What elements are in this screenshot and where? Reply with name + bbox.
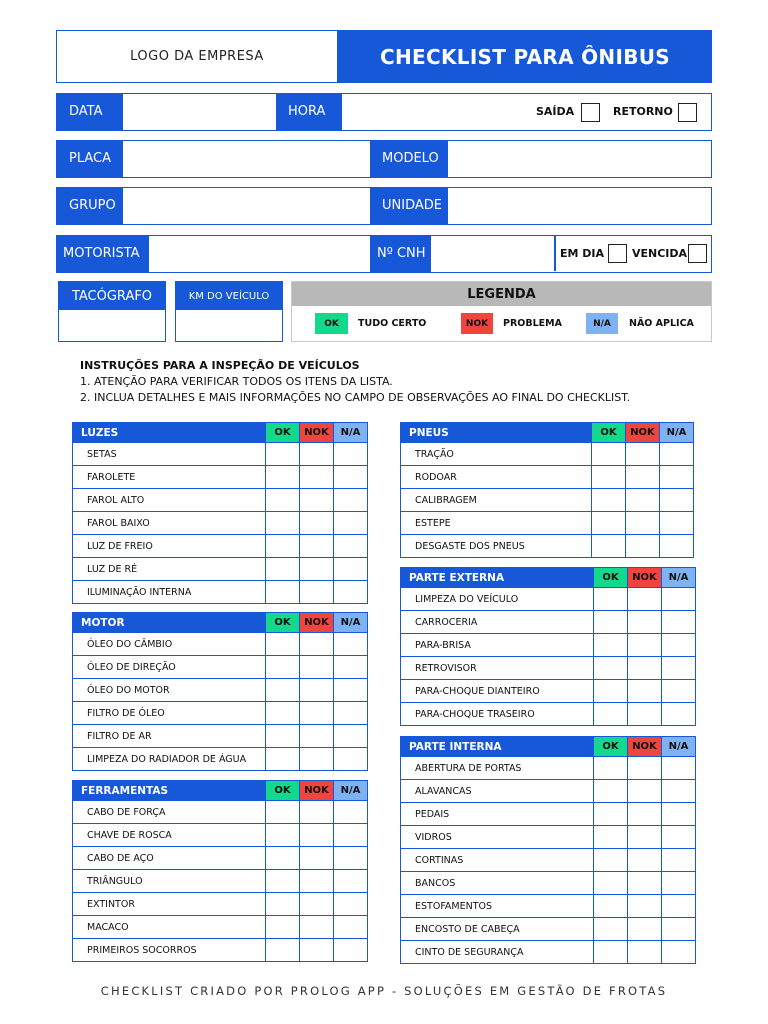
checklist-item-label: VIDROS xyxy=(415,831,452,843)
company-logo-placeholder xyxy=(56,30,338,83)
na-column-header: N/A xyxy=(333,423,367,442)
nok-cell[interactable] xyxy=(627,826,661,848)
na-cell[interactable] xyxy=(661,703,695,725)
na-cell[interactable] xyxy=(661,849,695,871)
na-cell[interactable] xyxy=(659,535,693,557)
checklist-row xyxy=(73,678,367,701)
ok-cell[interactable] xyxy=(265,466,299,488)
ok-cell[interactable] xyxy=(593,872,627,894)
instructions-line-2: 2. INCLUA DETALHES E MAIS INFORMAÇÕES NO CAMPO DE OBSERVAÇÕES AO FINAL DO CHECKLIST. xyxy=(80,391,631,404)
checklist-item-label: RETROVISOR xyxy=(415,662,477,674)
na-column-header: N/A xyxy=(333,781,367,800)
section-title: PARTE EXTERNA xyxy=(409,571,505,584)
na-column-header: N/A xyxy=(333,613,367,632)
ok-cell[interactable] xyxy=(265,581,299,603)
nok-cell[interactable] xyxy=(627,780,661,802)
na-cell[interactable] xyxy=(661,657,695,679)
nok-cell[interactable] xyxy=(627,803,661,825)
motorista-label: MOTORISTA xyxy=(57,235,149,273)
checklist-row xyxy=(401,511,693,534)
nok-cell[interactable] xyxy=(627,703,661,725)
legend-na-badge: N/A xyxy=(586,313,618,334)
checklist-item-label: LIMPEZA DO RADIADOR DE ÁGUA xyxy=(87,753,247,765)
ok-cell[interactable] xyxy=(593,895,627,917)
ok-cell[interactable] xyxy=(265,847,299,869)
checklist-item-label: LIMPEZA DO VEÍCULO xyxy=(415,593,519,605)
na-column-header: N/A xyxy=(661,737,695,756)
ok-cell[interactable] xyxy=(265,824,299,846)
ok-cell[interactable] xyxy=(591,466,625,488)
nok-cell[interactable] xyxy=(299,535,333,557)
nok-cell[interactable] xyxy=(627,657,661,679)
checklist-item-label: FAROL ALTO xyxy=(87,494,145,506)
tacografo-field[interactable] xyxy=(59,310,165,340)
checklist-row xyxy=(73,938,367,961)
ok-column-header: OK xyxy=(593,568,627,587)
nok-cell[interactable] xyxy=(299,466,333,488)
hora-field[interactable] xyxy=(342,94,520,129)
ok-cell[interactable] xyxy=(593,634,627,656)
section-title: MOTOR xyxy=(81,616,125,629)
checklist-item-label: TRIÂNGULO xyxy=(87,875,143,887)
nok-column-header: NOK xyxy=(627,737,661,756)
nok-cell[interactable] xyxy=(299,916,333,938)
checklist-row xyxy=(401,488,693,511)
nok-cell[interactable] xyxy=(299,512,333,534)
section-header xyxy=(401,737,695,756)
ok-cell[interactable] xyxy=(593,657,627,679)
na-cell[interactable] xyxy=(661,680,695,702)
checklist-row xyxy=(73,580,367,603)
checklist-item-label: ESTEPE xyxy=(415,517,451,529)
ok-cell[interactable] xyxy=(593,757,627,779)
driver-row xyxy=(56,235,712,273)
ok-cell[interactable] xyxy=(265,633,299,655)
checklist-item-label: CORTINAS xyxy=(415,854,464,866)
ok-column-header: OK xyxy=(265,613,299,632)
legend-title: LEGENDA xyxy=(292,282,711,306)
checklist-item-label: MACACO xyxy=(87,921,129,933)
km-label: KM DO VEÍCULO xyxy=(176,282,282,310)
checklist-item-label: CABO DE FORÇA xyxy=(87,806,166,818)
na-cell[interactable] xyxy=(661,757,695,779)
checklist-row xyxy=(73,465,367,488)
checklist-item-label: ALAVANCAS xyxy=(415,785,472,797)
ok-cell[interactable] xyxy=(593,780,627,802)
section-header xyxy=(401,568,695,587)
checklist-item-label: SETAS xyxy=(87,448,117,460)
tacografo-label: TACÓGRAFO xyxy=(59,282,165,310)
na-cell[interactable] xyxy=(333,535,367,557)
ok-cell[interactable] xyxy=(265,939,299,961)
ok-column-header: OK xyxy=(265,781,299,800)
vencida-checkbox[interactable] xyxy=(688,244,707,263)
nok-cell[interactable] xyxy=(299,748,333,770)
ok-cell[interactable] xyxy=(265,916,299,938)
placa-field[interactable] xyxy=(123,141,370,176)
checklist-item-label: BANCOS xyxy=(415,877,456,889)
section-motor xyxy=(72,612,368,771)
nok-cell[interactable] xyxy=(627,634,661,656)
na-cell[interactable] xyxy=(333,702,367,724)
checklist-row xyxy=(73,823,367,846)
ok-cell[interactable] xyxy=(591,489,625,511)
checklist-row xyxy=(73,724,367,747)
na-cell[interactable] xyxy=(333,466,367,488)
motorista-field[interactable] xyxy=(149,236,370,271)
na-cell[interactable] xyxy=(661,941,695,963)
checklist-row xyxy=(73,632,367,655)
section-header xyxy=(73,423,367,442)
ok-cell[interactable] xyxy=(265,489,299,511)
na-column-header: N/A xyxy=(659,423,693,442)
checklist-row xyxy=(401,465,693,488)
nok-column-header: NOK xyxy=(627,568,661,587)
checklist-row xyxy=(73,846,367,869)
checklist-item-label: PARA-CHOQUE DIANTEIRO xyxy=(415,685,540,697)
checklist-item-label: EXTINTOR xyxy=(87,898,135,910)
checklist-item-label: LUZ DE FREIO xyxy=(87,540,153,552)
ok-cell[interactable] xyxy=(593,703,627,725)
plate-model-row xyxy=(56,140,712,178)
retorno-label: RETORNO xyxy=(613,105,673,118)
checklist-row xyxy=(401,442,693,465)
nok-cell[interactable] xyxy=(299,581,333,603)
ok-cell[interactable] xyxy=(265,443,299,465)
ok-cell[interactable] xyxy=(593,849,627,871)
na-cell[interactable] xyxy=(659,489,693,511)
modelo-label: MODELO xyxy=(370,140,448,178)
checklist-row xyxy=(73,534,367,557)
nok-cell[interactable] xyxy=(299,939,333,961)
ok-cell[interactable] xyxy=(265,893,299,915)
checklist-row xyxy=(73,800,367,823)
checklist-row xyxy=(401,587,695,610)
ok-cell[interactable] xyxy=(265,512,299,534)
ok-cell[interactable] xyxy=(591,512,625,534)
checklist-item-label: FILTRO DE AR xyxy=(87,730,152,742)
checklist-item-label: ENCOSTO DE CABEÇA xyxy=(415,923,520,935)
na-cell[interactable] xyxy=(333,748,367,770)
checklist-row xyxy=(73,701,367,724)
nok-cell[interactable] xyxy=(627,588,661,610)
checklist-row xyxy=(73,892,367,915)
checklist-row xyxy=(73,442,367,465)
nok-cell[interactable] xyxy=(627,757,661,779)
na-cell[interactable] xyxy=(661,918,695,940)
grupo-field[interactable] xyxy=(123,188,370,223)
checklist-item-label: PARA-CHOQUE TRASEIRO xyxy=(415,708,535,720)
ok-cell[interactable] xyxy=(265,656,299,678)
na-cell[interactable] xyxy=(333,916,367,938)
checklist-item-label: ÓLEO DO CÂMBIO xyxy=(87,638,173,650)
legend xyxy=(291,281,712,342)
checklist-item-label: RODOAR xyxy=(415,471,457,483)
saida-label: SAÍDA xyxy=(536,105,575,118)
section-header xyxy=(73,613,367,632)
section-title: LUZES xyxy=(81,426,119,439)
section-title: PNEUS xyxy=(409,426,449,439)
km-field[interactable] xyxy=(176,310,282,340)
checklist-row xyxy=(73,655,367,678)
checklist-item-label: CABO DE AÇO xyxy=(87,852,154,864)
instructions xyxy=(80,358,630,406)
nok-cell[interactable] xyxy=(627,680,661,702)
nok-cell[interactable] xyxy=(627,918,661,940)
nok-column-header: NOK xyxy=(625,423,659,442)
checklist-item-label: ABERTURA DE PORTAS xyxy=(415,762,522,774)
checklist-row xyxy=(401,825,695,848)
checklist-item-label: CARROCERIA xyxy=(415,616,478,628)
checklist-row xyxy=(401,779,695,802)
ok-cell[interactable] xyxy=(593,941,627,963)
grupo-label: GRUPO xyxy=(57,187,123,225)
legend-ok-text: TUDO CERTO xyxy=(358,318,427,329)
checklist-row xyxy=(401,702,695,725)
section-title: FERRAMENTAS xyxy=(81,784,169,797)
checklist-row xyxy=(73,915,367,938)
unidade-field[interactable] xyxy=(448,188,710,223)
instructions-title: INSTRUÇÕES PARA A INSPEÇÃO DE VEÍCULOS xyxy=(80,359,360,372)
na-cell[interactable] xyxy=(333,801,367,823)
em-dia-label: EM DIA xyxy=(560,247,605,260)
checklist-row xyxy=(401,894,695,917)
data-label: DATA xyxy=(57,93,123,131)
checklist-row xyxy=(401,871,695,894)
ok-cell[interactable] xyxy=(265,870,299,892)
section-header xyxy=(73,781,367,800)
nok-cell[interactable] xyxy=(299,558,333,580)
section-ferramentas xyxy=(72,780,368,962)
na-cell[interactable] xyxy=(333,870,367,892)
nok-cell[interactable] xyxy=(627,872,661,894)
na-cell[interactable] xyxy=(661,611,695,633)
ok-cell[interactable] xyxy=(265,702,299,724)
checklist-item-label: PRIMEIROS SOCORROS xyxy=(87,944,197,956)
nok-cell[interactable] xyxy=(299,702,333,724)
ok-cell[interactable] xyxy=(265,535,299,557)
na-cell[interactable] xyxy=(661,803,695,825)
na-cell[interactable] xyxy=(333,939,367,961)
page-title-text: CHECKLIST PARA ÔNIBUS xyxy=(380,44,670,69)
nok-column-header: NOK xyxy=(299,781,333,800)
ok-cell[interactable] xyxy=(591,443,625,465)
section-parte-externa xyxy=(400,567,696,726)
checklist-row xyxy=(401,917,695,940)
instructions-line-1: 1. ATENÇÃO PARA VERIFICAR TODOS OS ITENS DA LISTA. xyxy=(80,375,393,388)
checklist-item-label: CHAVE DE ROSCA xyxy=(87,829,172,841)
ok-cell[interactable] xyxy=(593,611,627,633)
checklist-item-label: ESTOFAMENTOS xyxy=(415,900,493,912)
ok-cell[interactable] xyxy=(591,535,625,557)
ok-cell[interactable] xyxy=(593,680,627,702)
nok-cell[interactable] xyxy=(299,443,333,465)
legend-na-text: NÃO APLICA xyxy=(629,318,694,329)
section-title: PARTE INTERNA xyxy=(409,740,502,753)
section-pneus xyxy=(400,422,694,558)
na-cell[interactable] xyxy=(333,824,367,846)
checklist-item-label: ÓLEO DO MOTOR xyxy=(87,684,170,696)
nok-cell[interactable] xyxy=(625,489,659,511)
section-parte-interna xyxy=(400,736,696,964)
checklist-item-label: FAROL BAIXO xyxy=(87,517,150,529)
checklist-row xyxy=(401,756,695,779)
ok-column-header: OK xyxy=(591,423,625,442)
checklist-item-label: PARA-BRISA xyxy=(415,639,471,651)
na-cell[interactable] xyxy=(333,558,367,580)
checklist-row xyxy=(73,869,367,892)
na-cell[interactable] xyxy=(333,725,367,747)
group-unit-row xyxy=(56,187,712,225)
checklist-row xyxy=(401,534,693,557)
logo-text: LOGO DA EMPRESA xyxy=(130,49,264,64)
modelo-field[interactable] xyxy=(448,141,710,176)
nok-cell[interactable] xyxy=(625,443,659,465)
nok-column-header: NOK xyxy=(299,613,333,632)
checklist-row xyxy=(73,511,367,534)
nok-cell[interactable] xyxy=(299,679,333,701)
nok-column-header: NOK xyxy=(299,423,333,442)
footer-credit: CHECKLIST CRIADO POR PROLOG APP - SOLUÇÕES EM GESTÃO DE FROTAS xyxy=(100,984,668,998)
na-cell[interactable] xyxy=(659,466,693,488)
checklist-row xyxy=(401,940,695,963)
ok-cell[interactable] xyxy=(265,748,299,770)
na-cell[interactable] xyxy=(333,443,367,465)
nok-cell[interactable] xyxy=(627,941,661,963)
ok-column-header: OK xyxy=(593,737,627,756)
checklist-item-label: TRAÇÃO xyxy=(415,448,454,460)
em-dia-checkbox[interactable] xyxy=(608,244,627,263)
cnh-label: Nº CNH xyxy=(370,235,431,273)
na-cell[interactable] xyxy=(659,443,693,465)
nok-cell[interactable] xyxy=(625,535,659,557)
checklist-item-label: ILUMINAÇÃO INTERNA xyxy=(87,586,192,598)
ok-cell[interactable] xyxy=(593,588,627,610)
na-cell[interactable] xyxy=(661,826,695,848)
ok-cell[interactable] xyxy=(593,826,627,848)
legend-nok-badge: NOK xyxy=(461,313,493,334)
nok-cell[interactable] xyxy=(299,847,333,869)
checklist-item-label: PEDAIS xyxy=(415,808,450,820)
na-cell[interactable] xyxy=(661,588,695,610)
na-cell[interactable] xyxy=(661,634,695,656)
na-cell[interactable] xyxy=(333,893,367,915)
ok-cell[interactable] xyxy=(593,803,627,825)
data-field[interactable] xyxy=(123,94,276,129)
nok-cell[interactable] xyxy=(299,893,333,915)
na-cell[interactable] xyxy=(333,512,367,534)
vencida-label: VENCIDA xyxy=(632,247,688,260)
nok-cell[interactable] xyxy=(299,870,333,892)
checklist-item-label: FAROLETE xyxy=(87,471,136,483)
na-cell[interactable] xyxy=(659,512,693,534)
ok-cell[interactable] xyxy=(265,558,299,580)
checklist-row xyxy=(73,488,367,511)
legend-ok-badge: OK xyxy=(315,313,348,334)
na-cell[interactable] xyxy=(333,679,367,701)
tacografo-box xyxy=(58,281,166,342)
checklist-item-label: ÓLEO DE DIREÇÃO xyxy=(87,661,176,673)
checklist-row xyxy=(73,747,367,770)
nok-cell[interactable] xyxy=(299,656,333,678)
hora-label: HORA xyxy=(276,93,342,131)
na-cell[interactable] xyxy=(661,895,695,917)
cnh-field[interactable] xyxy=(431,236,554,271)
cnh-divider xyxy=(554,236,556,271)
checklist-row xyxy=(401,656,695,679)
checklist-row xyxy=(73,557,367,580)
na-cell[interactable] xyxy=(333,847,367,869)
nok-cell[interactable] xyxy=(299,725,333,747)
nok-cell[interactable] xyxy=(299,801,333,823)
ok-cell[interactable] xyxy=(593,918,627,940)
saida-checkbox[interactable] xyxy=(581,103,600,122)
ok-cell[interactable] xyxy=(265,801,299,823)
checklist-item-label: DESGASTE DOS PNEUS xyxy=(415,540,525,552)
na-column-header: N/A xyxy=(661,568,695,587)
checklist-item-label: CALIBRAGEM xyxy=(415,494,477,506)
na-cell[interactable] xyxy=(333,633,367,655)
ok-cell[interactable] xyxy=(265,679,299,701)
page-title xyxy=(338,30,712,83)
na-cell[interactable] xyxy=(661,872,695,894)
retorno-checkbox[interactable] xyxy=(678,103,697,122)
unidade-label: UNIDADE xyxy=(370,187,448,225)
section-header xyxy=(401,423,693,442)
ok-cell[interactable] xyxy=(265,725,299,747)
nok-cell[interactable] xyxy=(625,512,659,534)
na-cell[interactable] xyxy=(333,581,367,603)
na-cell[interactable] xyxy=(661,780,695,802)
checklist-item-label: CINTO DE SEGURANÇA xyxy=(415,946,524,958)
legend-nok-text: PROBLEMA xyxy=(503,318,562,329)
nok-cell[interactable] xyxy=(627,611,661,633)
nok-cell[interactable] xyxy=(299,824,333,846)
checklist-item-label: FILTRO DE ÓLEO xyxy=(87,707,165,719)
section-luzes xyxy=(72,422,368,604)
ok-column-header: OK xyxy=(265,423,299,442)
checklist-row xyxy=(401,610,695,633)
nok-cell[interactable] xyxy=(299,633,333,655)
nok-cell[interactable] xyxy=(627,895,661,917)
nok-cell[interactable] xyxy=(625,466,659,488)
checklist-item-label: LUZ DE RÉ xyxy=(87,563,138,575)
date-time-row xyxy=(56,93,712,131)
na-cell[interactable] xyxy=(333,489,367,511)
km-box xyxy=(175,281,283,342)
na-cell[interactable] xyxy=(333,656,367,678)
nok-cell[interactable] xyxy=(627,849,661,871)
checklist-row xyxy=(401,802,695,825)
checklist-row xyxy=(401,679,695,702)
checklist-row xyxy=(401,848,695,871)
nok-cell[interactable] xyxy=(299,489,333,511)
placa-label: PLACA xyxy=(57,140,123,178)
checklist-row xyxy=(401,633,695,656)
